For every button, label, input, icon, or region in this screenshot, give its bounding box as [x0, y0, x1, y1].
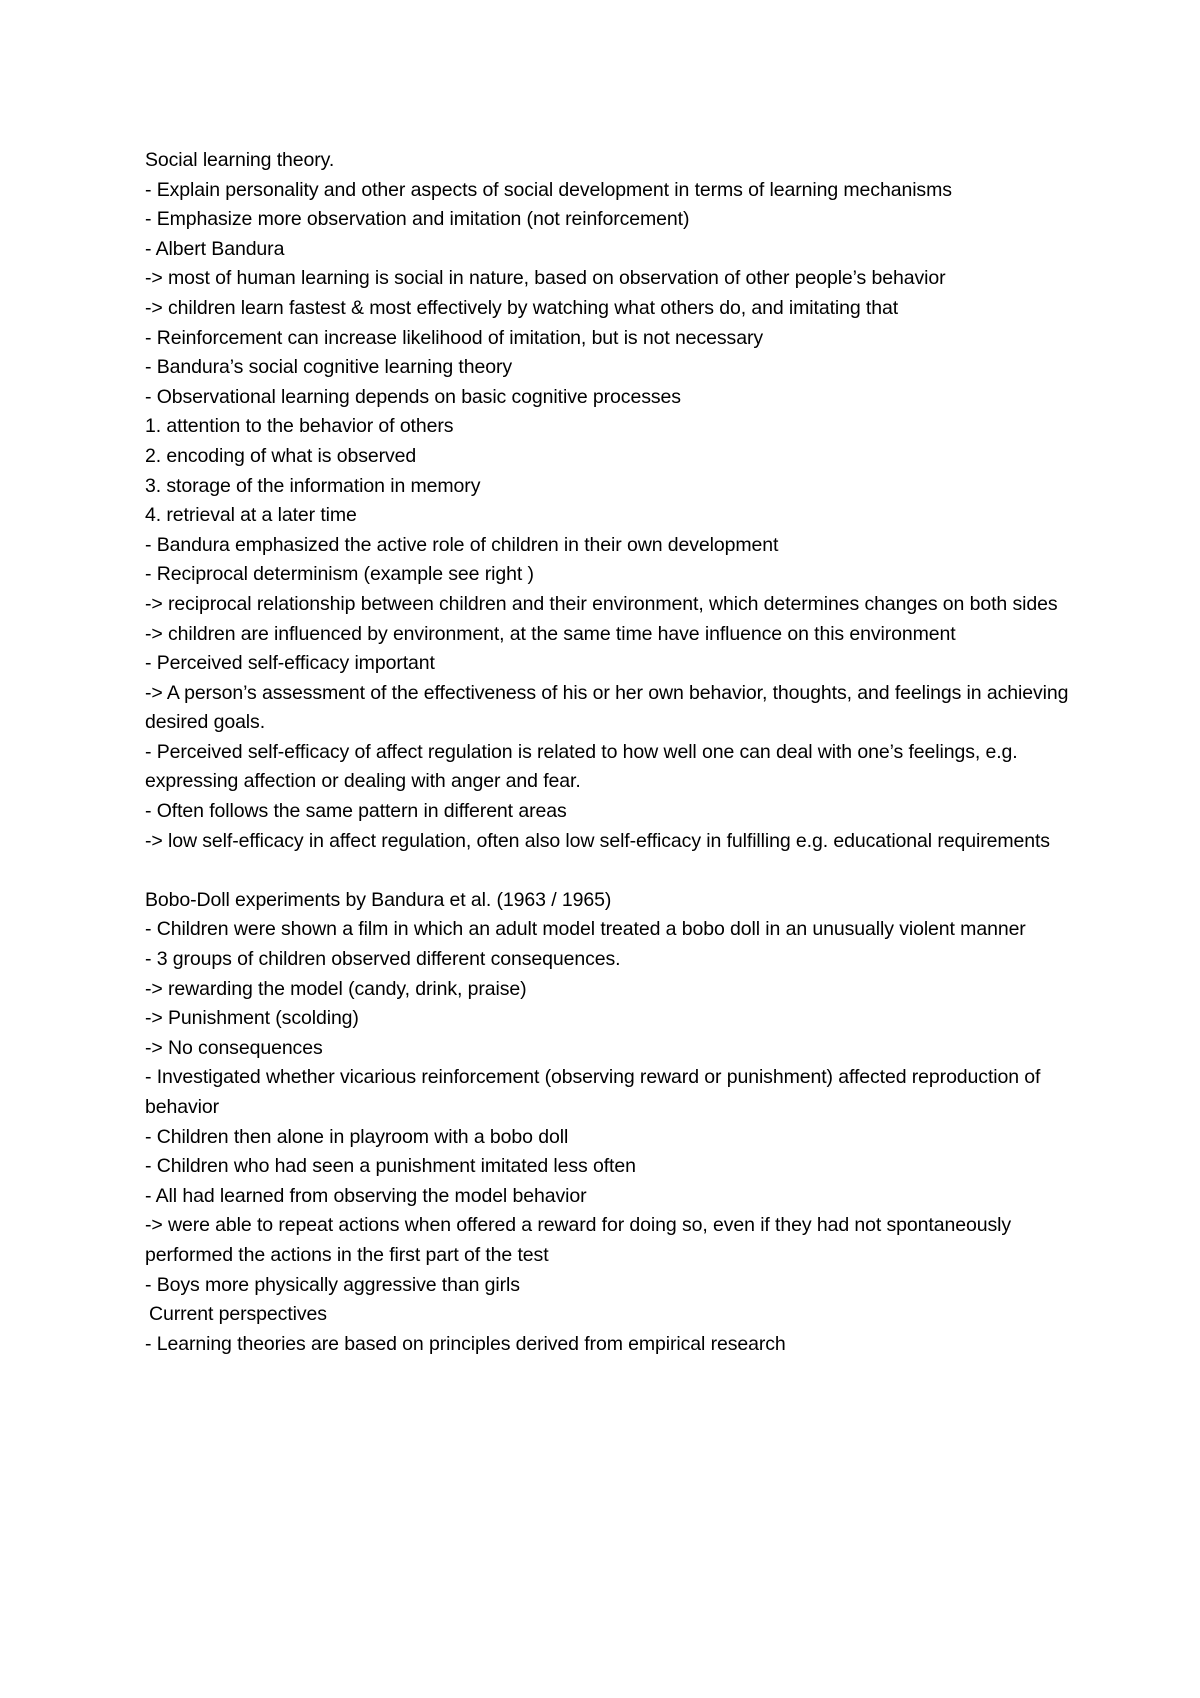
text-line: - Often follows the same pattern in different areas — [145, 800, 567, 823]
section-title: Social learning theory. — [145, 149, 335, 171]
text-line: - All had learned from observing the model behavior — [145, 1184, 587, 1207]
text-line: -> rewarding the model (candy, drink, praise) — [145, 977, 527, 1000]
text-line: - Learning theories are based on principles derived from empirical research — [145, 1332, 786, 1355]
text-line: - Investigated whether vicarious reinforcement (observing reward or punishment) affected reproduction of behavior — [145, 1066, 1041, 1118]
text-line: - Boys more physically aggressive than girls — [145, 1273, 520, 1296]
text-line: - Observational learning depends on basic cognitive processes — [145, 385, 681, 408]
text-line: -> were able to repeat actions when offered a reward for doing so, even if they had not spontaneously performed the actions in the first part of the test — [145, 1214, 1011, 1266]
text-line: -> No consequences — [145, 1036, 323, 1059]
text-line: - Children were shown a film in which an adult model treated a bobo doll in an unusually violent manner — [145, 918, 1026, 941]
text-line: - Children then alone in playroom with a bobo doll — [145, 1125, 569, 1148]
text-line: - Perceived self-efficacy of affect regulation is related to how well one can deal with one’s feelings, e.g. expressing affection or dealing with anger and fear. — [145, 740, 1018, 793]
text-line: - Children who had seen a punishment imitated less often — [145, 1155, 636, 1178]
text-line: -> reciprocal relationship between children and their environment, which determines changes on both sides — [145, 592, 1058, 615]
text-line: - Reciprocal determinism (example see right ) — [145, 563, 534, 586]
text-line: -> children learn fastest & most effectively by watching what others do, and imitating that — [145, 296, 899, 319]
text-line: -> low self-efficacy in affect regulation, often also low self-efficacy in fulfilling e.g. educational requirements — [145, 829, 1050, 852]
numbered-item: 1. attention to the behavior of others — [145, 415, 454, 438]
text-line: - 3 groups of children observed different consequences. — [145, 948, 621, 971]
text-line: -> children are influenced by environment, at the same time have influence on this environment — [145, 622, 956, 645]
text-line: - Bandura emphasized the active role of children in their own development — [145, 533, 779, 556]
text-line: - Bandura’s social cognitive learning theory — [145, 356, 513, 379]
subheading: Current perspectives — [149, 1303, 327, 1326]
numbered-item: 2. encoding of what is observed — [145, 444, 417, 467]
section-title: Bobo-Doll experiments by Bandura et al. (1963 / 1965) — [145, 888, 612, 911]
numbered-item: 4. retrieval at a later time — [145, 504, 357, 527]
text-line: - Reinforcement can increase likelihood of imitation, but is not necessary — [145, 326, 763, 349]
text-line: - Albert Bandura — [145, 237, 285, 260]
text-line: - Explain personality and other aspects of social development in terms of learning mechanisms — [145, 178, 952, 201]
numbered-item: 3. storage of the information in memory — [145, 474, 481, 497]
text-line: -> most of human learning is social in nature, based on observation of other people’s behavior — [145, 267, 946, 290]
text-line: - Perceived self-efficacy important — [145, 652, 435, 675]
text-line: - Emphasize more observation and imitation (not reinforcement) — [145, 208, 690, 231]
paragraph-gap — [145, 856, 1075, 886]
text-line: -> Punishment (scolding) — [145, 1007, 359, 1030]
text-line: -> A person’s assessment of the effectiveness of his or her own behavior, thoughts, and feelings in achieving desired goals. — [145, 681, 1069, 734]
document-body — [145, 146, 1075, 1359]
